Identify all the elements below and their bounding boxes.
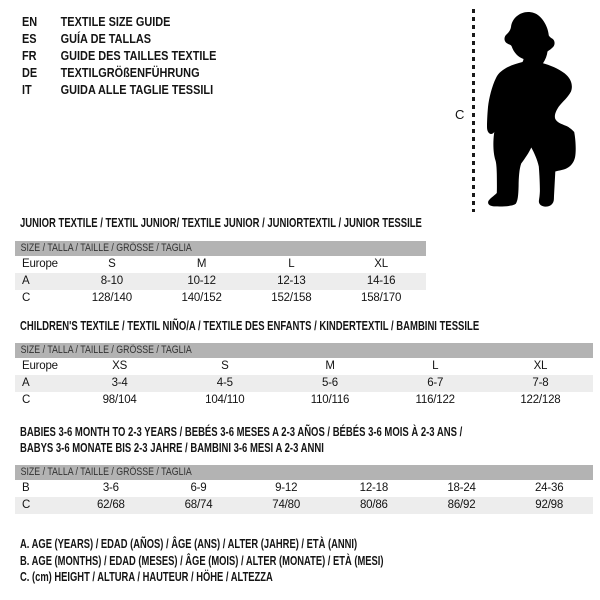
table-cell: 14-16	[366, 275, 396, 287]
language-title-list	[22, 13, 253, 98]
table-cell: XL	[533, 360, 548, 372]
table-row	[15, 392, 593, 409]
babies-table-title	[20, 424, 600, 456]
lang-line-de	[22, 64, 216, 81]
table-cell: 110/116	[310, 394, 350, 406]
babies-size-table	[15, 465, 593, 514]
lang-title: GUIDA ALLE TAGLIE TESSILI	[60, 82, 214, 97]
size-header-label: SIZE / TALLA / TAILLE / GRÖSSE / TAGLIA	[20, 344, 192, 356]
babies-title-line-2: BABYS 3-6 MONATE BIS 2-3 JAHRE / BAMBINI 3-6 MESI A 2-3 ANNI	[20, 441, 324, 455]
footnote-c: C. (cm) HEIGHT / ALTURA / HAUTEUR / HÖHE / ALTEZZA	[20, 570, 273, 584]
table-cell: 10-12	[187, 275, 216, 287]
table-cell: 68/74	[184, 499, 213, 511]
table-cell: 140/152	[181, 292, 222, 304]
table-row	[15, 358, 593, 375]
lang-line-it	[22, 81, 216, 98]
row-label: C	[22, 499, 31, 511]
lang-title: GUÍA DE TALLAS	[60, 31, 152, 46]
children-table-title: CHILDREN'S TEXTILE / TEXTIL NIÑO/A / TEXTILE DES ENFANTS / KINDERTEXTIL / BAMBINI TESSILE	[20, 319, 480, 333]
table-cell: 128/140	[91, 292, 132, 304]
table-cell: 12-18	[359, 482, 389, 494]
lang-title: TEXTILE SIZE GUIDE	[60, 14, 171, 29]
table-cell: 80/86	[359, 499, 388, 511]
junior-table-title: JUNIOR TEXTILE / TEXTIL JUNIOR/ TEXTILE JUNIOR / JUNIORTEXTIL / JUNIOR TESSILE	[20, 216, 422, 230]
lang-title: TEXTILGRÖßENFÜHRUNG	[60, 65, 200, 80]
table-cell: 9-12	[275, 482, 298, 494]
size-header-bar	[15, 241, 426, 256]
footnote-a: A. AGE (YEARS) / EDAD (AÑOS) / ÂGE (ANS) / ALTER (JAHRE) / ETÀ (ANNI)	[20, 537, 358, 551]
table-cell: XL	[374, 258, 388, 270]
baby-silhouette-icon	[487, 10, 583, 208]
table-cell: 8-10	[100, 275, 123, 287]
table-row	[15, 480, 593, 497]
table-row	[15, 256, 426, 273]
table-row	[15, 497, 593, 514]
lang-code: FR	[22, 48, 37, 63]
height-measure-dashed-line	[472, 9, 475, 212]
table-cell: 24-36	[534, 482, 564, 494]
lang-line-fr	[22, 47, 216, 64]
table-cell: 4-5	[216, 377, 233, 389]
row-label: Europe	[22, 258, 58, 270]
table-cell: L	[432, 360, 439, 372]
table-cell: 3-6	[102, 482, 119, 494]
table-cell: 5-6	[321, 377, 339, 389]
table-cell: 18-24	[447, 482, 476, 494]
table-cell: 92/98	[535, 499, 564, 511]
table-cell: 3-4	[111, 377, 128, 389]
junior-size-table	[15, 241, 426, 307]
lang-line-es	[22, 30, 216, 47]
babies-title-line-1: BABIES 3-6 MONTH TO 2-3 YEARS / BEBÉS 3-6 MESES A 2-3 AÑOS / BÉBÉS 3-6 MOIS À 2-3 ANS /	[20, 425, 463, 439]
row-label: A	[22, 377, 30, 389]
lang-line-en	[22, 13, 216, 30]
lang-code: ES	[22, 31, 37, 46]
table-cell: 152/158	[271, 292, 312, 304]
row-label: C	[22, 394, 31, 406]
table-row	[15, 375, 593, 392]
size-header-label: SIZE / TALLA / TAILLE / GRÖSSE / TAGLIA	[20, 466, 192, 478]
table-cell: 86/92	[447, 499, 476, 511]
table-row	[15, 273, 426, 290]
table-cell: 98/104	[102, 394, 137, 406]
row-label: C	[22, 292, 31, 304]
table-cell: 116/122	[415, 394, 455, 406]
size-header-label: SIZE / TALLA / TAILLE / GRÖSSE / TAGLIA	[20, 242, 192, 254]
table-cell: 122/128	[520, 394, 561, 406]
table-cell: 6-7	[427, 377, 444, 389]
lang-code: EN	[22, 14, 38, 29]
table-cell: 7-8	[532, 377, 549, 389]
row-label: Europe	[22, 360, 58, 372]
table-cell: 6-9	[190, 482, 207, 494]
lang-code: DE	[22, 65, 38, 80]
table-cell: S	[221, 360, 229, 372]
height-measure-label: C	[455, 107, 465, 122]
size-header-bar	[15, 343, 593, 358]
children-size-table	[15, 343, 593, 409]
table-cell: S	[108, 258, 116, 270]
table-cell: 62/68	[96, 499, 125, 511]
table-cell: 158/170	[361, 292, 402, 304]
footnotes	[20, 536, 505, 586]
footnote-b: B. AGE (MONTHS) / EDAD (MESES) / ÂGE (MOIS) / ALTER (MONATE) / ETÀ (MESI)	[20, 553, 384, 568]
table-cell: 12-13	[277, 275, 306, 287]
size-header-bar	[15, 465, 593, 480]
row-label: B	[22, 482, 30, 494]
lang-title: GUIDE DES TAILLES TEXTILE	[60, 48, 217, 63]
table-cell: M	[196, 258, 207, 270]
table-row	[15, 290, 426, 307]
table-cell: XS	[112, 360, 128, 372]
table-cell: L	[288, 258, 295, 270]
row-label: A	[22, 275, 30, 287]
table-cell: 74/80	[272, 499, 301, 511]
table-cell: 104/110	[205, 394, 245, 406]
table-cell: M	[325, 360, 335, 372]
lang-code: IT	[22, 82, 32, 97]
